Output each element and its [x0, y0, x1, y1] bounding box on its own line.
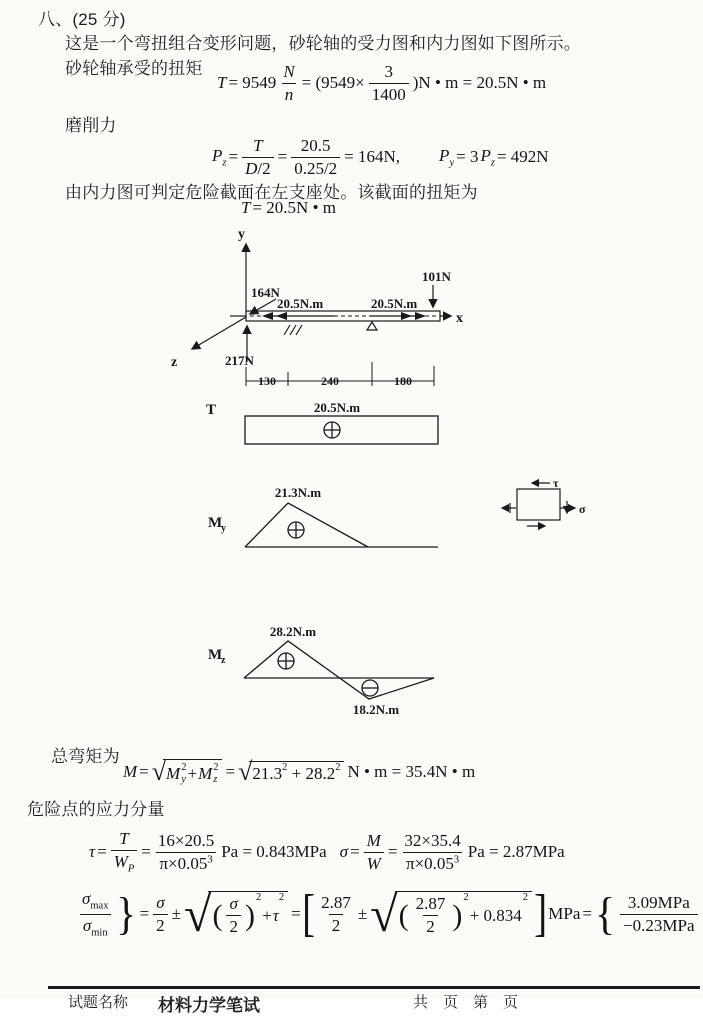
fraction: [153, 893, 168, 935]
eq-part: =: [228, 147, 239, 167]
eq-part: = 9549: [228, 73, 277, 93]
left-paren: (: [212, 898, 223, 932]
moment-arrow-left: [262, 312, 335, 320]
fraction: [401, 831, 463, 873]
superscript: 2: [278, 892, 285, 904]
var-tau: τ: [272, 905, 279, 925]
mz-moment-diagram: [195, 620, 450, 722]
eq-part: =: [582, 904, 592, 923]
left-support-hatch: [284, 325, 302, 335]
fraction-numerator: T: [253, 136, 263, 155]
plus-value: + 0.834: [469, 905, 522, 925]
plus-circle-icon: [288, 522, 304, 538]
eq-part: =: [225, 762, 236, 781]
plus-circle-icon: [278, 653, 294, 669]
minus-circle-icon: [362, 680, 378, 696]
sqrt: [238, 759, 344, 785]
mz-diagram-label-sub: z: [221, 655, 226, 666]
superscript: 2: [282, 761, 288, 773]
fraction-denominator: 2: [226, 915, 241, 937]
fraction-denominator: W: [364, 852, 384, 874]
fraction: [364, 831, 384, 873]
var-T: T: [217, 73, 227, 93]
var-Pz: [212, 146, 226, 168]
fraction-numerator: 16×20.5: [157, 830, 215, 850]
fraction-numerator: 3: [384, 62, 393, 81]
plus-minus-sign: ±: [171, 904, 181, 923]
left-brace: {: [595, 888, 615, 939]
fraction-numerator: σ: [229, 894, 238, 914]
left-paren: (: [398, 898, 409, 932]
stress-element: [495, 476, 595, 540]
var-M: M: [123, 762, 138, 781]
result-part: = 492N: [496, 147, 549, 167]
question-number: 八、(25 分): [38, 10, 126, 29]
footer-page-info: 共 页 第 页: [413, 994, 519, 1011]
intro-line-1: 这是一个弯扭组合变形问题，砂轮轴的受力图和内力图如下图所示。: [65, 34, 581, 53]
fraction-denominator: [111, 850, 138, 875]
moment-right-label: 20.5N.m: [371, 296, 418, 311]
sqrt: [370, 886, 532, 942]
subscript-y: y: [449, 157, 455, 169]
eq-part: = 3: [456, 147, 479, 167]
fraction: [111, 829, 138, 875]
var-P: P: [212, 145, 223, 165]
dim-180-label: 180: [394, 374, 412, 388]
var-Py: [439, 146, 454, 168]
total-moment-label: 总弯矩为: [51, 747, 120, 766]
superscript: 2: [213, 762, 219, 774]
formula-tail: N • m = 35.4N • m: [347, 762, 476, 781]
fraction: [155, 831, 217, 873]
formula-torque: [216, 62, 547, 104]
intro-line-2: 砂轮轴承受的扭矩: [65, 59, 203, 78]
radicand: [163, 759, 222, 784]
value: 21.3: [252, 763, 283, 783]
right-bracket: ]: [534, 885, 548, 942]
left-bracket: [: [301, 885, 315, 942]
superscript: 3: [453, 853, 460, 865]
fraction: [291, 136, 340, 178]
subscript-z: z: [222, 157, 227, 169]
plus-sign: +: [262, 905, 272, 925]
formula-principal-stresses: [76, 885, 701, 942]
var-M: M: [166, 763, 181, 783]
subscript-max: max: [90, 900, 109, 912]
var-sigma: σ: [339, 842, 349, 861]
formula-tail: Pa = 0.843MPa: [221, 842, 327, 861]
den-base: π×0.05: [159, 853, 208, 873]
formula-tail: Pa = 2.87MPa: [467, 842, 565, 861]
formula-section-torque: [240, 198, 337, 218]
result-part: = 164N,: [344, 147, 401, 167]
fraction-denominator: 0.25/2: [291, 157, 340, 179]
eq-part: = (9549×: [301, 73, 365, 93]
force-diagram: [130, 226, 475, 392]
eq-part: =: [97, 842, 107, 861]
radical-sign: √: [184, 886, 212, 942]
sigma-max: [79, 889, 111, 913]
my-peak-label: 21.3N.m: [274, 485, 322, 500]
stress-components-label: 危险点的应力分量: [27, 800, 165, 819]
eq-part: =: [139, 762, 149, 781]
mz-curve: [244, 641, 434, 699]
torque-diagram-label: T: [206, 402, 217, 418]
subscript-P: P: [127, 862, 135, 874]
plus-sign: +: [187, 763, 198, 783]
my-diagram-label-sub: y: [221, 523, 226, 534]
fraction-denominator: [403, 852, 462, 874]
fraction: [620, 893, 697, 935]
fraction-numerator: σ: [156, 892, 165, 912]
fraction-numerator: N: [283, 62, 295, 81]
eq-part: =: [350, 842, 360, 861]
danger-section-line: 由内力图可判定危险截面在左支座处。该截面的扭矩为: [65, 183, 478, 202]
plus-circle-icon: [324, 422, 340, 438]
fraction-denominator: 2: [423, 915, 438, 937]
fraction: [280, 62, 297, 104]
value: + 28.2: [287, 763, 336, 783]
den-base: π×0.05: [406, 853, 454, 873]
subscript-min: min: [91, 926, 108, 938]
sup-sub-stack: [213, 762, 218, 784]
mz-diagram-label: M: [208, 647, 223, 663]
fraction-numerator: 20.5: [300, 136, 331, 155]
sigma-min: [80, 914, 111, 939]
fraction: [369, 62, 409, 104]
subscript: z: [213, 773, 218, 785]
fraction-denominator: n: [282, 83, 297, 105]
force-101-label: 101N: [422, 269, 451, 284]
fraction: [318, 893, 354, 935]
footer-clipped-row: [0, 991, 703, 1015]
fraction: [79, 889, 111, 939]
plus-minus-sign: ±: [357, 904, 368, 923]
y-axis-label: y: [238, 227, 245, 242]
mz-peak-positive-label: 28.2N.m: [269, 624, 317, 639]
var-T: T: [241, 198, 251, 217]
right-brace: }: [116, 888, 137, 939]
eq-part: =: [139, 904, 150, 923]
right-paren: ): [452, 898, 463, 932]
fraction: [413, 894, 449, 936]
var-Pz: [480, 146, 494, 168]
var-P: P: [439, 145, 450, 165]
force-164-label: 164N: [251, 285, 280, 300]
fraction-denominator: 2: [153, 914, 168, 936]
z-axis: [192, 317, 246, 349]
radicand: [249, 761, 344, 784]
var-tau: τ: [89, 842, 96, 861]
subscript-z: z: [490, 157, 495, 169]
fraction: [242, 136, 274, 178]
result-min: −0.23MPa: [620, 914, 697, 936]
formula-total-moment: [122, 759, 476, 785]
fraction: [226, 894, 241, 936]
var-sigma: σ: [82, 915, 92, 935]
x-axis-label: x: [456, 311, 463, 326]
var-sigma: σ: [82, 889, 91, 909]
fraction-numerator: 2.87: [321, 892, 351, 912]
my-rise-line: [245, 503, 288, 547]
fraction-denominator: [242, 157, 274, 179]
sigma-label: σ: [579, 502, 586, 516]
stress-square: [517, 489, 560, 520]
dim-130-label: 130: [258, 374, 276, 388]
torque-diagram: [195, 395, 450, 457]
right-paren: ): [244, 898, 255, 932]
fraction-numerator: T: [119, 829, 129, 848]
superscript: 3: [207, 853, 213, 865]
unit-label: MPa: [548, 904, 581, 923]
var-D: D: [245, 158, 258, 178]
tau-label: τ: [553, 476, 559, 490]
result-max: 3.09MPa: [627, 892, 690, 912]
var-M: M: [198, 763, 213, 783]
formula-tau-sigma: [88, 829, 566, 875]
my-moment-diagram: [195, 481, 450, 553]
radical-sign: √: [370, 886, 398, 942]
radicand: [395, 891, 532, 936]
mz-peak-negative-label: 18.2N.m: [352, 702, 400, 717]
fraction-numerator: 2.87: [415, 894, 446, 914]
eq-part: =: [387, 842, 398, 861]
footer-course-title: 材料力学笔试: [158, 996, 260, 1015]
sup-sub-stack: [181, 762, 186, 784]
den-rest: /2: [257, 158, 271, 178]
torque-block: [245, 416, 438, 444]
radical-sign: √: [151, 757, 167, 786]
my-diagram-label: M: [208, 515, 223, 531]
eq-part: =: [291, 904, 301, 923]
fraction-numerator: 32×35.4: [404, 830, 461, 850]
footer-exam-name-label: 试题名称: [68, 994, 129, 1011]
moment-arrow-right: [370, 312, 426, 320]
subscript: y: [181, 773, 186, 785]
superscript: 2: [463, 892, 469, 904]
z-axis-label: z: [171, 355, 178, 370]
radical-sign: √: [238, 757, 253, 786]
force-217-label: 217N: [225, 353, 254, 368]
fraction-denominator: 1400: [369, 83, 409, 105]
sqrt: [152, 759, 223, 785]
var-P: P: [480, 145, 491, 165]
grinding-force-label: 磨削力: [65, 116, 117, 135]
right-support-triangle: [367, 322, 377, 330]
force-164-arrow: [250, 299, 276, 314]
superscript: 2: [255, 892, 262, 904]
dim-240-label: 240: [321, 374, 339, 388]
eq-part: =: [277, 147, 288, 167]
fraction-numerator: M: [366, 830, 381, 850]
footer-rule: [48, 986, 700, 989]
torque-value-label: 20.5N.m: [313, 400, 361, 415]
superscript: 2: [522, 892, 528, 904]
moment-left-label: 20.5N.m: [277, 296, 324, 311]
eq-part: =: [141, 842, 151, 861]
formula-tail: )N • m = 20.5N • m: [412, 73, 547, 93]
formula-tail: = 20.5N • m: [252, 198, 337, 217]
my-fall-line: [288, 503, 368, 547]
var-W: W: [113, 851, 128, 871]
fraction-denominator: [156, 852, 215, 874]
sqrt: [184, 886, 288, 942]
superscript: 2: [335, 761, 341, 773]
radicand: [208, 891, 288, 936]
formula-grinding-force: [211, 136, 550, 178]
fraction-denominator: 2: [329, 914, 344, 936]
superscript: 2: [181, 762, 187, 774]
